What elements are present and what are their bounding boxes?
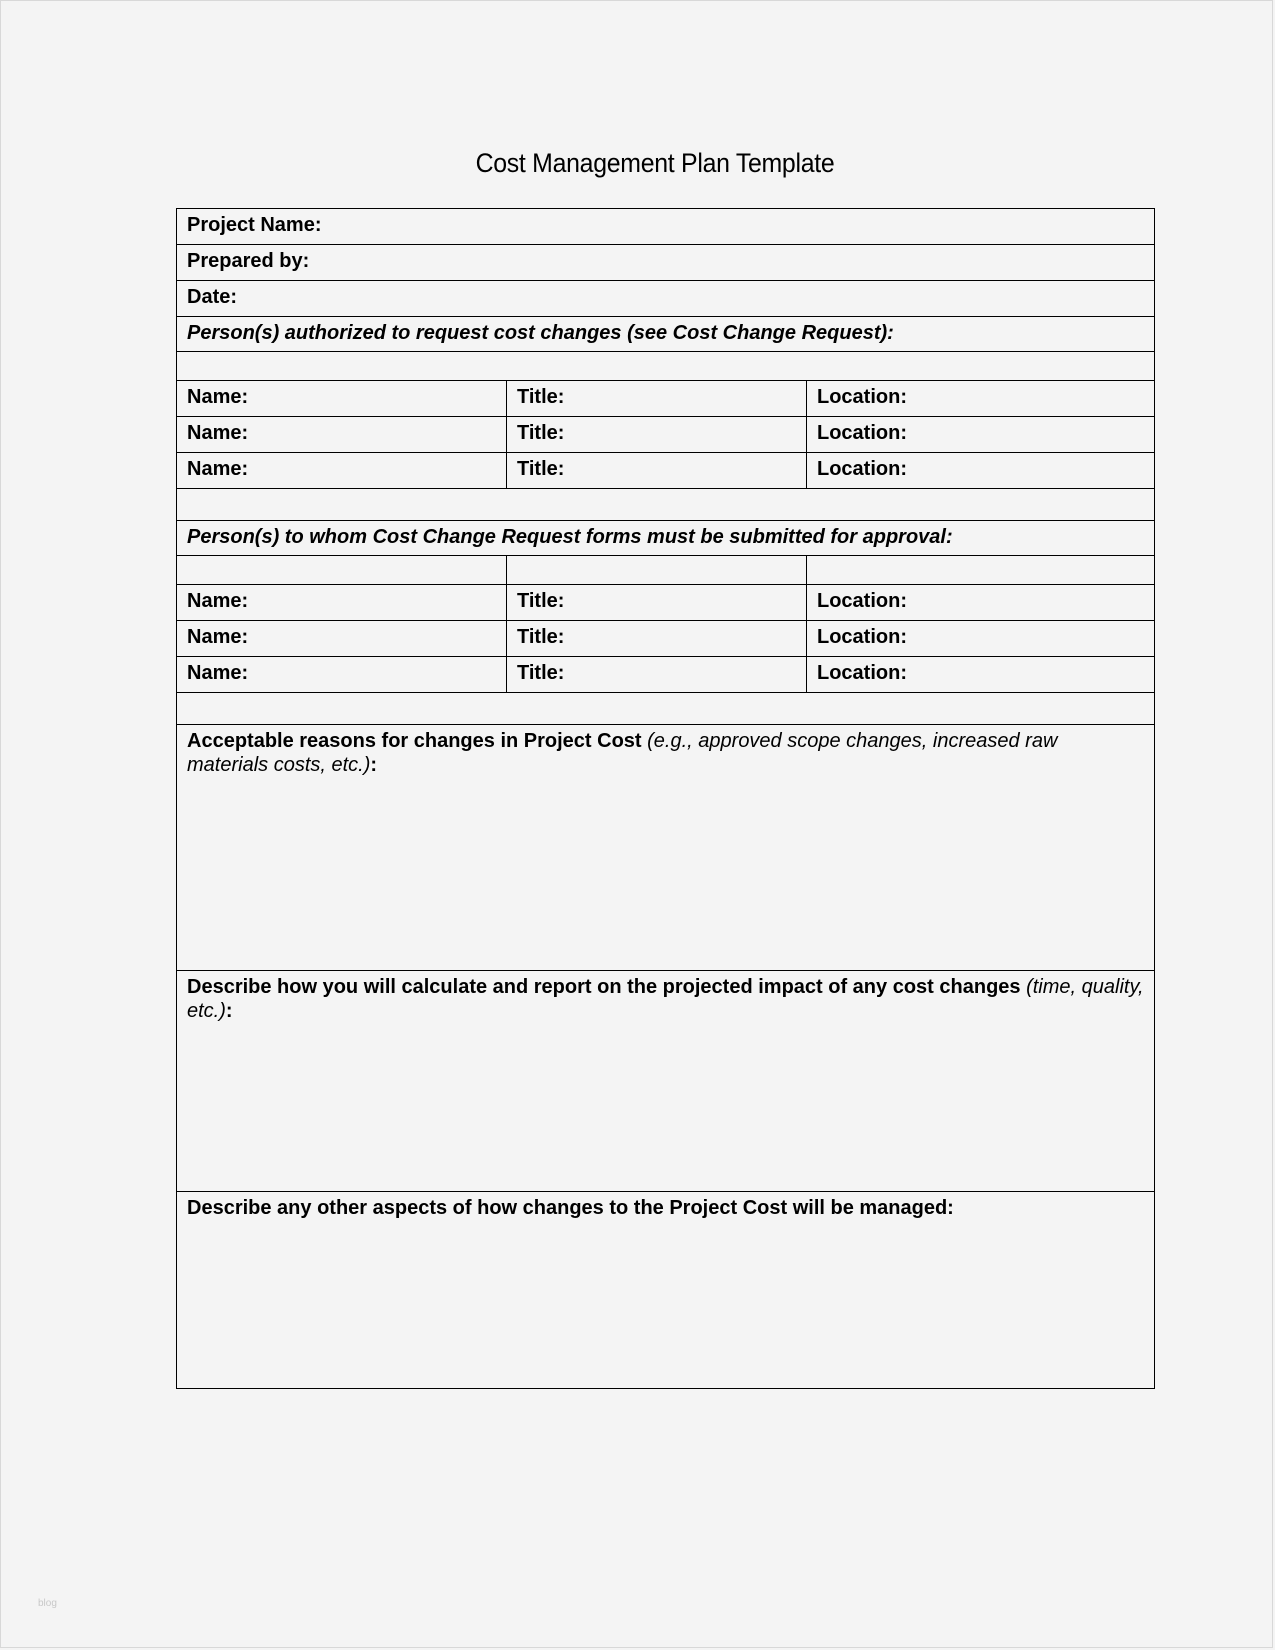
authorized-row	[177, 417, 1155, 453]
title-label: Title:	[517, 662, 565, 684]
authorized-location-cell[interactable]	[807, 453, 1155, 489]
location-label: Location:	[817, 626, 907, 648]
impact-section[interactable]	[177, 971, 1155, 1192]
reasons-label: Acceptable reasons for changes in Project Cost	[187, 730, 642, 752]
authorized-location-cell[interactable]	[807, 417, 1155, 453]
authorized-name-cell[interactable]	[177, 381, 507, 417]
approval-name-cell[interactable]	[177, 585, 507, 621]
authorized-heading: Person(s) authorized to request cost changes (see Cost Change Request):	[177, 317, 1155, 352]
location-label: Location:	[817, 458, 907, 480]
impact-label: Describe how you will calculate and report on the projected impact of any cost changes	[187, 976, 1021, 998]
title-label: Title:	[517, 458, 565, 480]
title-label: Title:	[517, 386, 565, 408]
reasons-example: (e.g., approved scope changes, increased raw materials costs, etc.)	[187, 730, 1058, 776]
blank-cell[interactable]	[507, 556, 807, 585]
name-label: Name:	[187, 458, 249, 480]
authorized-title-cell[interactable]	[507, 453, 807, 489]
prepared-by-field[interactable]	[177, 245, 1155, 281]
authorized-location-cell[interactable]	[807, 381, 1155, 417]
approval-location-cell[interactable]	[807, 585, 1155, 621]
approval-row	[177, 585, 1155, 621]
title-label: Title:	[517, 422, 565, 444]
approval-location-cell[interactable]	[807, 657, 1155, 693]
approval-name-cell[interactable]	[177, 657, 507, 693]
reasons-colon: :	[370, 754, 378, 776]
authorized-name-cell[interactable]	[177, 453, 507, 489]
approval-title-cell[interactable]	[507, 657, 807, 693]
date-label: Date:	[187, 286, 238, 308]
approval-title-cell[interactable]	[507, 585, 807, 621]
prepared-by-label: Prepared by:	[187, 250, 310, 272]
date-field[interactable]	[177, 281, 1155, 317]
blank-row[interactable]	[177, 693, 1155, 725]
location-label: Location:	[817, 422, 907, 444]
approval-title-cell[interactable]	[507, 621, 807, 657]
blank-cell[interactable]	[177, 556, 507, 585]
approval-heading: Person(s) to whom Cost Change Request forms must be submitted for approval:	[177, 521, 1155, 556]
authorized-name-cell[interactable]	[177, 417, 507, 453]
name-label: Name:	[187, 422, 249, 444]
name-label: Name:	[187, 386, 249, 408]
title-label: Title:	[517, 626, 565, 648]
watermark: blog	[38, 1598, 57, 1609]
name-label: Name:	[187, 662, 249, 684]
name-label: Name:	[187, 626, 249, 648]
authorized-title-cell[interactable]	[507, 417, 807, 453]
approval-name-cell[interactable]	[177, 621, 507, 657]
blank-row[interactable]	[177, 489, 1155, 521]
reasons-section[interactable]	[177, 725, 1155, 971]
blank-row[interactable]	[177, 352, 1155, 381]
cost-management-form	[176, 208, 1155, 1389]
project-name-label: Project Name:	[187, 214, 322, 236]
authorized-row	[177, 381, 1155, 417]
other-aspects-section[interactable]	[177, 1192, 1155, 1389]
other-aspects-label: Describe any other aspects of how changes to the Project Cost will be managed:	[187, 1197, 954, 1219]
impact-colon: :	[225, 1000, 233, 1022]
document-title: Cost Management Plan Template	[475, 148, 835, 178]
title-label: Title:	[517, 590, 565, 612]
authorized-row	[177, 453, 1155, 489]
blank-cell[interactable]	[807, 556, 1155, 585]
project-name-field[interactable]	[177, 209, 1155, 245]
approval-row	[177, 657, 1155, 693]
name-label: Name:	[187, 590, 249, 612]
location-label: Location:	[817, 590, 907, 612]
location-label: Location:	[817, 386, 907, 408]
authorized-title-cell[interactable]	[507, 381, 807, 417]
impact-example: (time, quality, etc.)	[187, 976, 1144, 1022]
approval-row	[177, 621, 1155, 657]
location-label: Location:	[817, 662, 907, 684]
approval-location-cell[interactable]	[807, 621, 1155, 657]
